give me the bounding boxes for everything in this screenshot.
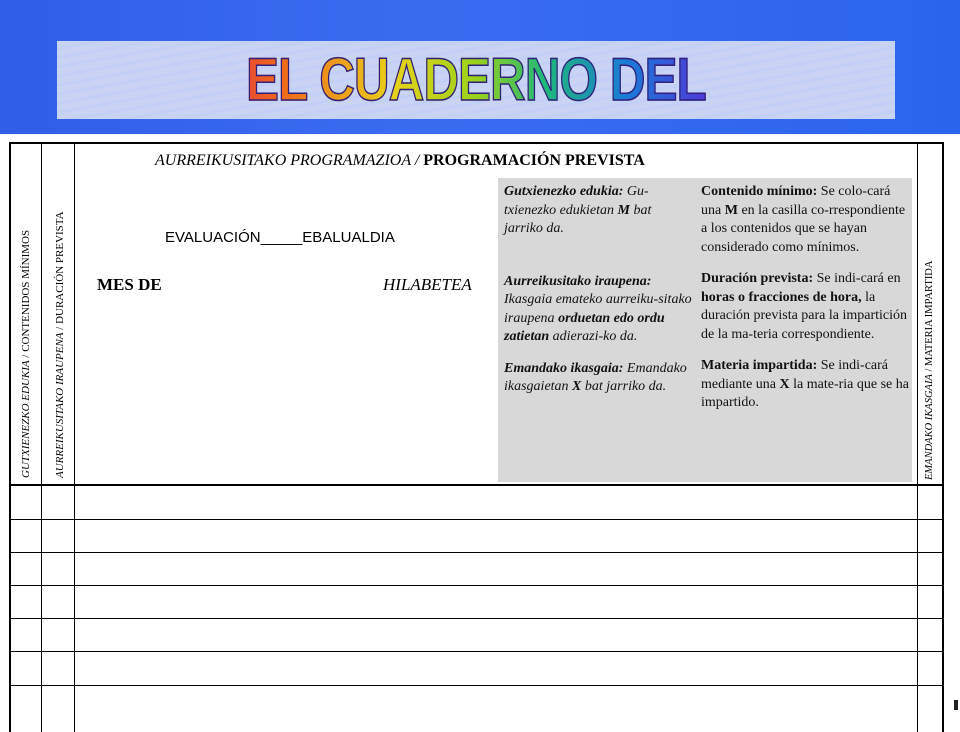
col-header-duracion: AURREIKUSITAKO IRAUPENA / DURACIÓN PREVISTA	[54, 211, 66, 478]
programacion-heading: AURREIKUSITAKO PROGRAMAZIOA / PROGRAMACIÓN PREVISTA	[155, 152, 645, 169]
note-eu: Gutxienezko edukia: Gu-txienezko edukietan M bat jarriko da.	[504, 184, 652, 236]
note-es: Duración prevista: Se indi-cará en horas o fracciones de hora, la duración prevista para la impartición de la ma-teria correspondiente.	[701, 271, 908, 342]
row-divider	[11, 552, 942, 553]
row-divider	[11, 585, 942, 586]
instructions-es	[701, 183, 911, 426]
mes-de-label: MES DE	[97, 275, 162, 294]
note-es: Contenido mínimo: Se colo-cará una M en la casilla co-rrespondiente a los contenidos que se hayan considerado como mínimos.	[701, 184, 906, 255]
header-banner	[0, 0, 960, 134]
col-divider	[917, 144, 918, 732]
col-divider	[74, 144, 75, 732]
col-header-materia: EMANDAKO IKASGAIA / MATERIA IMPARTIDA	[924, 260, 935, 480]
row-divider	[11, 519, 942, 520]
header-row-divider	[11, 484, 942, 486]
note-eu: Aurreikusitako iraupena: Ikasgaia emateko aurreiku-sitako iraupena orduetan edo ordu zatietan adierazi-ko da.	[504, 273, 692, 344]
instructions-box	[498, 178, 912, 482]
row-divider	[11, 685, 942, 686]
note-es: Materia impartida: Se indi-cará mediante una X la mate-ria que se ha impartido.	[701, 358, 909, 410]
hilabetea-label: HILABETEA	[383, 275, 472, 294]
title-box	[57, 41, 895, 119]
form-table	[9, 142, 944, 732]
col-divider	[41, 144, 42, 732]
edge-mark	[954, 700, 958, 710]
row-divider	[11, 651, 942, 652]
evaluacion-label: EVALUACIÓN_____EBALUALDIA	[165, 229, 395, 246]
col-header-contenidos: GUTXIENEZKO EDUKIA / CONTENIDOS MÍNIMOS	[20, 229, 32, 478]
row-divider	[11, 618, 942, 619]
page-title: EL CUADERNO DEL	[132, 41, 819, 119]
right-margin	[953, 134, 960, 720]
note-eu: Emandako ikasgaia: Emandako ikasgaietan X bat jarriko da.	[504, 360, 687, 394]
instructions-eu	[504, 183, 692, 410]
